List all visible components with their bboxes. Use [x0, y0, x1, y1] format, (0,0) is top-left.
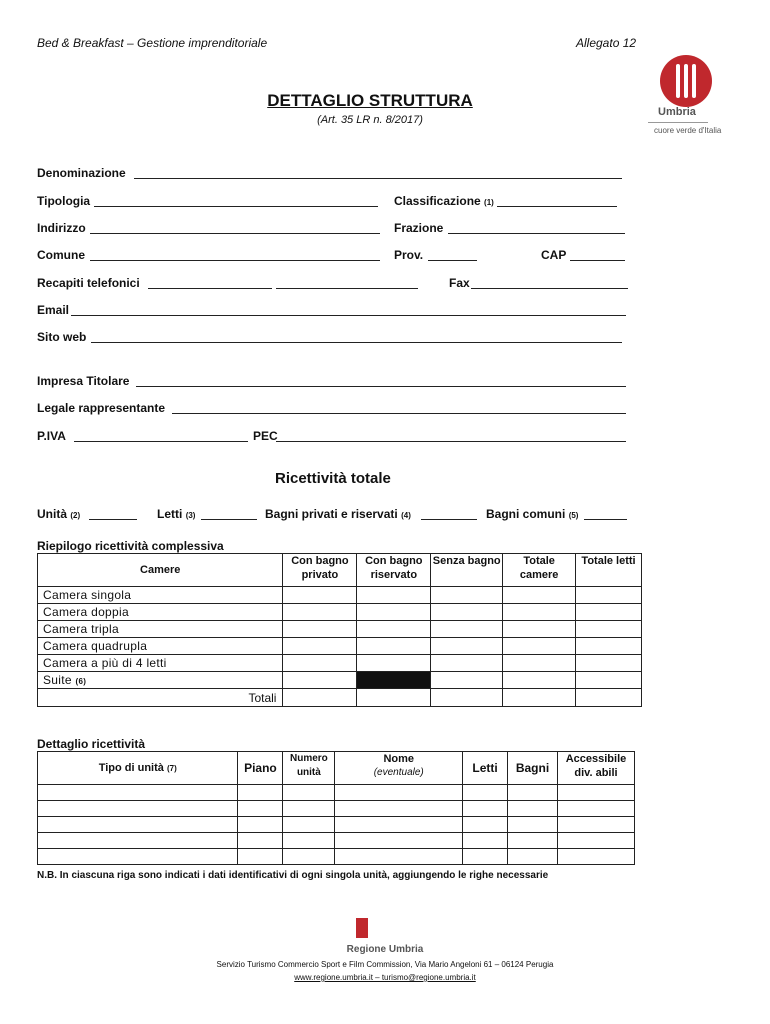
footer-links[interactable]: www.regione.umbria.it – turismo@regione.umbria.it — [294, 973, 476, 982]
page-subtitle: (Art. 35 LR n. 8/2017) — [317, 114, 423, 126]
input-classificazione[interactable] — [497, 206, 617, 207]
header-left: Bed & Breakfast – Gestione imprenditoriale — [37, 36, 268, 50]
disabled-cell — [357, 672, 431, 689]
input-letti[interactable] — [201, 519, 257, 520]
table-row — [38, 785, 635, 801]
header-bagni: Bagni — [508, 752, 558, 785]
totals-row — [38, 689, 642, 707]
label-unita: Unità (2) — [37, 507, 81, 521]
label-prov: Prov. — [394, 248, 424, 262]
input-piva[interactable] — [74, 441, 248, 442]
input-indirizzo[interactable] — [90, 233, 380, 234]
input-legale[interactable] — [172, 413, 626, 414]
table-row: Camera a più di 4 letti — [38, 655, 642, 672]
label-impresa: Impresa Titolare — [37, 374, 130, 388]
input-prov[interactable] — [428, 260, 477, 261]
input-bagni-comuni[interactable] — [584, 519, 627, 520]
input-unita[interactable] — [89, 519, 137, 520]
footer-org: Regione Umbria — [346, 944, 424, 955]
label-frazione: Frazione — [394, 221, 444, 235]
input-tipologia[interactable] — [94, 206, 378, 207]
header-right: Allegato 12 — [576, 36, 637, 50]
label-cap: CAP — [541, 248, 567, 262]
label-email: Email — [37, 303, 70, 317]
label-classificazione: Classificazione (1) — [394, 194, 494, 208]
footer-address: Servizio Turismo Commercio Sport e Film Commission, Via Mario Angeloni 61 – 06124 Perugia — [216, 960, 554, 969]
riepilogo-table — [37, 553, 642, 707]
dettaglio-title: Dettaglio ricettività — [37, 737, 146, 751]
header-tipo-unita: Tipo di unità (7) — [38, 752, 238, 785]
label-legale: Legale rappresentante — [37, 401, 166, 415]
regione-logo-icon — [356, 918, 368, 938]
dettaglio-table — [37, 751, 635, 865]
table-row: Camera singola — [38, 587, 642, 604]
totals-label: Totali — [38, 689, 283, 707]
input-pec[interactable] — [276, 441, 626, 442]
input-comune[interactable] — [90, 260, 380, 261]
label-pec: PEC — [253, 429, 278, 443]
input-email[interactable] — [71, 315, 626, 316]
table-row — [38, 833, 635, 849]
label-sito: Sito web — [37, 330, 87, 344]
table-row: Camera tripla — [38, 621, 642, 638]
input-bagni-privati[interactable] — [421, 519, 477, 520]
label-comune: Comune — [37, 248, 85, 262]
table-row — [38, 817, 635, 833]
input-telefono-1[interactable] — [148, 288, 272, 289]
header-totale-letti: Totale letti — [576, 554, 642, 587]
input-fax[interactable] — [471, 288, 628, 289]
input-impresa[interactable] — [136, 386, 626, 387]
header-totale-camere: Totale camere — [503, 554, 576, 587]
label-fax: Fax — [449, 276, 470, 290]
label-bagni-comuni: Bagni comuni (5) — [486, 507, 579, 521]
header-piano: Piano — [238, 752, 283, 785]
label-bagni-privati: Bagni privati e riservati (4) — [265, 507, 411, 521]
table-row: Suite (6) — [38, 672, 642, 689]
page-title: DETTAGLIO STRUTTURA — [267, 91, 473, 110]
label-recapiti: Recapiti telefonici — [37, 276, 140, 290]
header-nome: Nome (eventuale) — [335, 752, 463, 785]
riepilogo-title: Riepilogo ricettività complessiva — [37, 539, 224, 553]
header-con-bagno-riservato: Con bagno riservato — [357, 554, 431, 587]
header-numero-unita: Numero unità — [283, 752, 335, 785]
input-frazione[interactable] — [448, 233, 625, 234]
input-cap[interactable] — [570, 260, 625, 261]
header-senza-bagno: Senza bagno — [431, 554, 503, 587]
input-denominazione[interactable] — [134, 178, 622, 179]
header-accessibile: Accessibile div. abili — [557, 752, 634, 785]
table-row: Camera quadrupla — [38, 638, 642, 655]
header-camere: Camere — [38, 554, 283, 587]
table-row — [38, 849, 635, 865]
logo-name: Umbria — [658, 106, 696, 118]
ricettivita-title: Ricettività totale — [275, 470, 391, 487]
input-telefono-2[interactable] — [276, 288, 418, 289]
table-row: Camera doppia — [38, 604, 642, 621]
label-indirizzo: Indirizzo — [37, 221, 86, 235]
logo-tagline: cuore verde d'Italia — [654, 126, 722, 135]
header-letti: Letti — [463, 752, 508, 785]
label-denominazione: Denominazione — [37, 166, 126, 180]
label-piva: P.IVA — [37, 429, 66, 443]
header-con-bagno-privato: Con bagno privato — [283, 554, 357, 587]
label-letti: Letti (3) — [157, 507, 196, 521]
label-tipologia: Tipologia — [37, 194, 91, 208]
table-row — [38, 801, 635, 817]
nb-note: N.B. In ciascuna riga sono indicati i dati identificativi di ogni singola unità, aggiungendo le righe necessarie — [37, 870, 549, 881]
input-sito[interactable] — [91, 342, 622, 343]
